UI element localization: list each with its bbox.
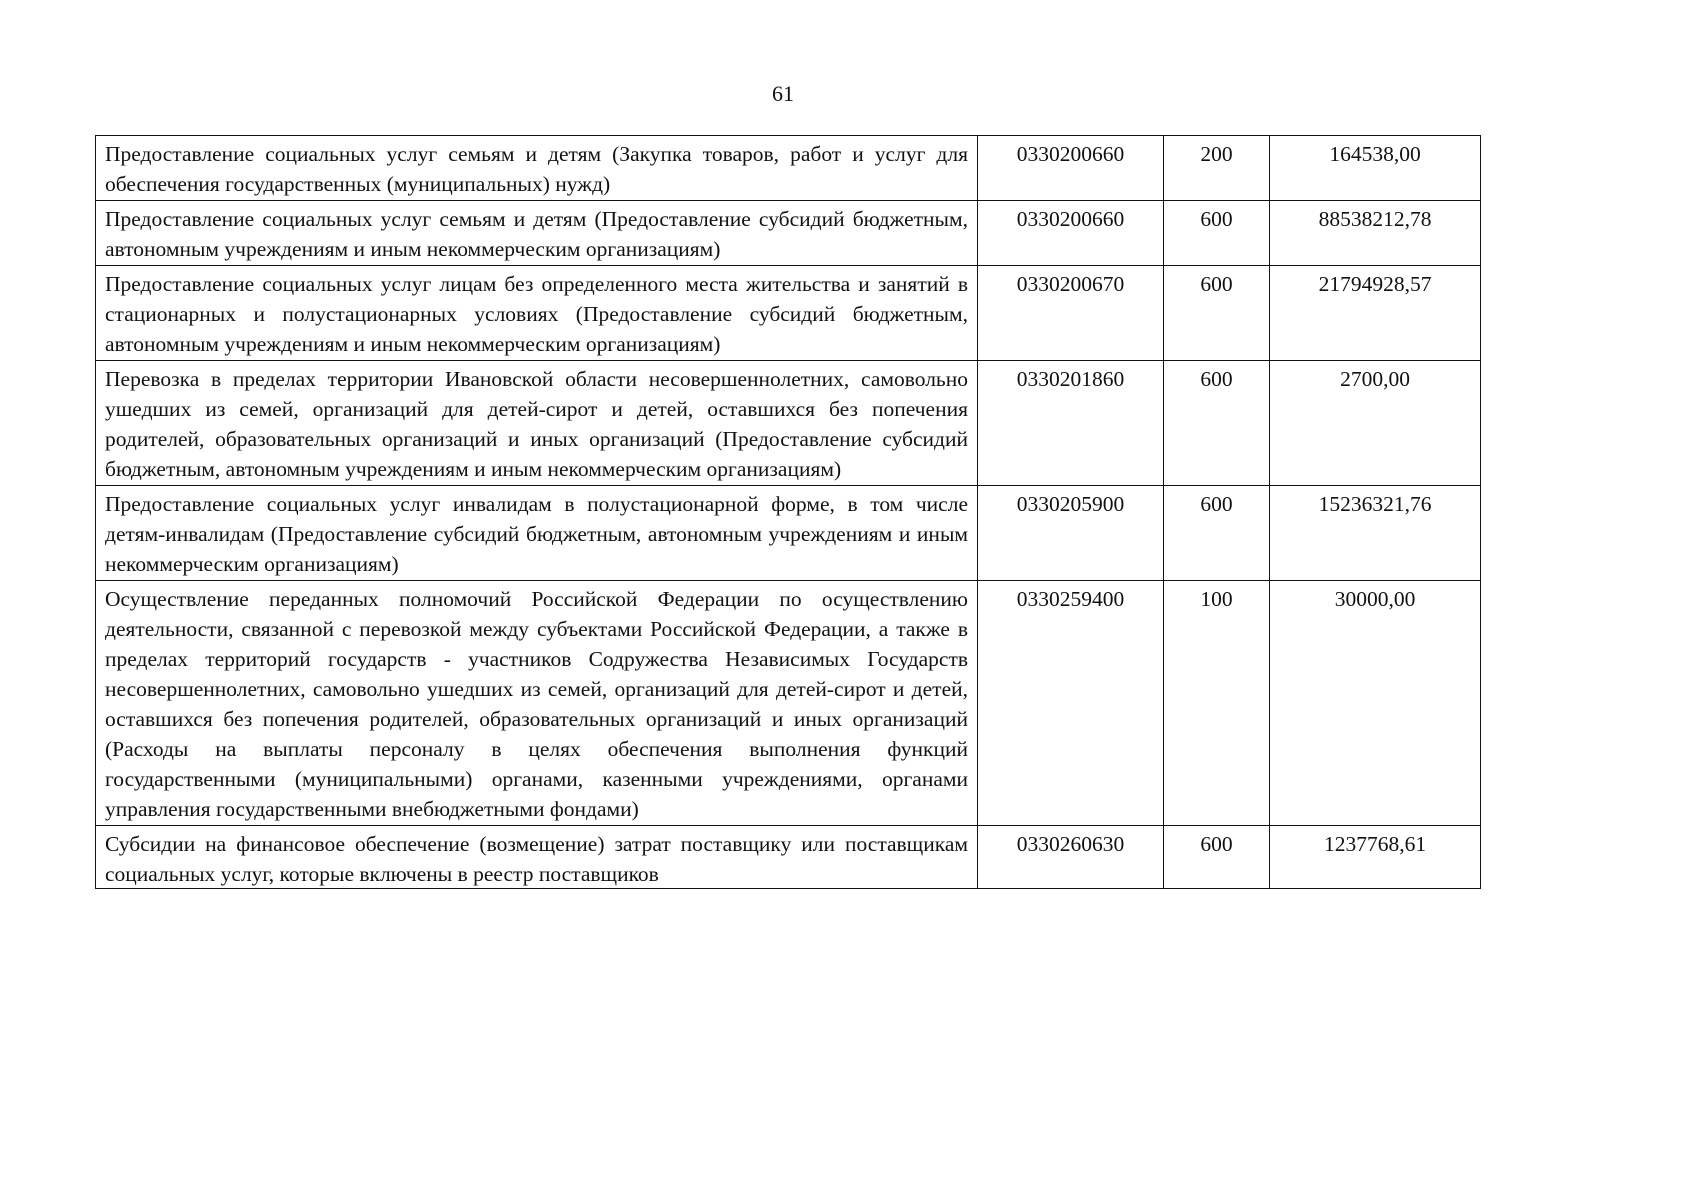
table-row bbox=[96, 581, 1481, 826]
row-description: Предоставление социальных услуг семьям и детям (Закупка товаров, работ и услуг для обеспечения государственных (муниципальных) нужд) bbox=[96, 136, 978, 201]
row-expense-type-code: 100 bbox=[1164, 581, 1270, 826]
row-target-article-code: 0330201860 bbox=[978, 361, 1164, 486]
row-description: Предоставление социальных услуг семьям и детям (Предоставление субсидий бюджетным, автономным учреждениям и иным некоммерческим организациям) bbox=[96, 201, 978, 266]
row-amount: 164538,00 bbox=[1270, 136, 1481, 201]
row-description: Перевозка в пределах территории Ивановской области несовершеннолетних, самовольно ушедших из семей, организаций для детей-сирот и детей, оставшихся без попечения родителей, образовательных организаций и иных организаций (Предоставление субсидий бюджетным, автономным учреждениям и иным некоммерческим организациям) bbox=[96, 361, 978, 486]
row-expense-type-code: 600 bbox=[1164, 826, 1270, 889]
row-description-cell bbox=[96, 826, 978, 889]
table-row bbox=[96, 486, 1481, 581]
row-target-article-code: 0330200660 bbox=[978, 201, 1164, 266]
table-row bbox=[96, 826, 1481, 889]
row-expense-type-code: 600 bbox=[1164, 201, 1270, 266]
row-description: Осуществление переданных полномочий Российской Федерации по осуществлению деятельности, связанной с перевозкой между субъектами Российской Федерации, а также в пределах территорий государств - участников Содружества Независимых Государств несовершеннолетних, самовольно ушедших из семей, организаций для детей-сирот и детей, оставшихся без попечения родителей, образовательных организаций и иных организаций (Расходы на выплаты персоналу в целях обеспечения выполнения функций государственными (муниципальными) органами, казенными учреждениями, органами управления государственными внебюджетными фондами) bbox=[96, 581, 978, 826]
table-row bbox=[96, 361, 1481, 486]
row-description: Субсидии на финансовое обеспечение (возмещение) затрат поставщику или поставщикам социальных услуг, которые включены в реестр поставщиков bbox=[105, 832, 968, 886]
row-expense-type-code: 200 bbox=[1164, 136, 1270, 201]
page-number: 61 bbox=[772, 81, 794, 106]
row-description: Предоставление социальных услуг инвалидам в полустационарной форме, в том числе детям-инвалидам (Предоставление субсидий бюджетным, автономным учреждениям и иным некоммерческим организациям) bbox=[96, 486, 978, 581]
row-target-article-code: 0330200670 bbox=[978, 266, 1164, 361]
row-amount: 21794928,57 bbox=[1270, 266, 1481, 361]
table-row bbox=[96, 266, 1481, 361]
row-target-article-code: 0330260630 bbox=[978, 826, 1164, 889]
row-expense-type-code: 600 bbox=[1164, 266, 1270, 361]
row-target-article-code: 0330200660 bbox=[978, 136, 1164, 201]
row-expense-type-code: 600 bbox=[1164, 361, 1270, 486]
row-amount: 2700,00 bbox=[1270, 361, 1481, 486]
row-amount: 30000,00 bbox=[1270, 581, 1481, 826]
row-target-article-code: 0330205900 bbox=[978, 486, 1164, 581]
row-amount: 88538212,78 bbox=[1270, 201, 1481, 266]
row-target-article-code: 0330259400 bbox=[978, 581, 1164, 826]
row-amount: 15236321,76 bbox=[1270, 486, 1481, 581]
table-row bbox=[96, 201, 1481, 266]
budget-table bbox=[95, 135, 1481, 889]
table-row bbox=[96, 136, 1481, 201]
row-expense-type-code: 600 bbox=[1164, 486, 1270, 581]
row-amount: 1237768,61 bbox=[1270, 826, 1481, 889]
row-description: Предоставление социальных услуг лицам без определенного места жительства и занятий в стационарных и полустационарных условиях (Предоставление субсидий бюджетным, автономным учреждениям и иным некоммерческим организациям) bbox=[96, 266, 978, 361]
